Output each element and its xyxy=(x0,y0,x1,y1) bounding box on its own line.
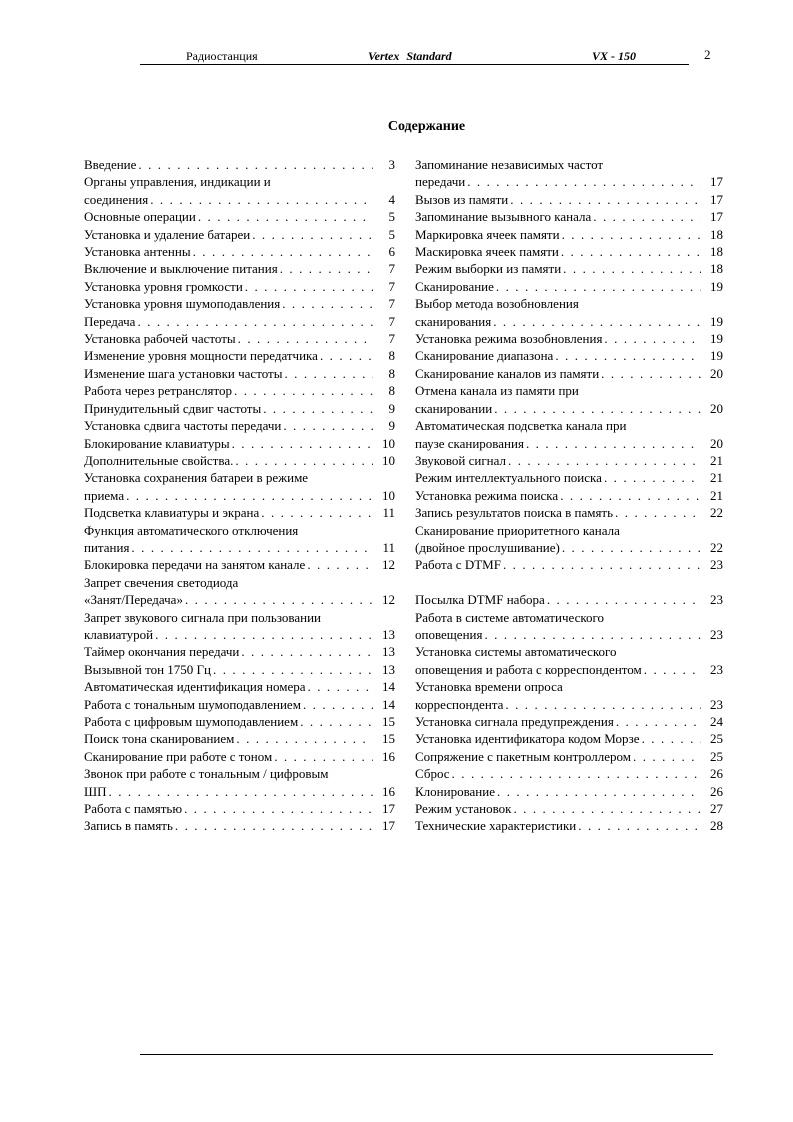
dot-leader xyxy=(230,435,373,452)
dot-leader xyxy=(613,504,701,521)
toc-page-number: 4 xyxy=(388,191,395,207)
toc-page-number: 7 xyxy=(388,278,395,294)
dot-leader xyxy=(591,208,701,225)
toc-entry[interactable] xyxy=(415,243,723,260)
toc-page-number: 7 xyxy=(388,331,395,347)
toc-page-number: 16 xyxy=(382,748,395,764)
dot-leader xyxy=(211,661,373,678)
toc-page-number: 21 xyxy=(710,452,723,468)
toc-entry[interactable] xyxy=(84,208,395,225)
toc-entry-text: Передача xyxy=(84,313,136,329)
toc-left-column xyxy=(84,156,395,835)
toc-entry-text: Режим выборки из памяти xyxy=(415,261,562,277)
toc-page-number: 20 xyxy=(710,435,723,451)
toc-page-number: 9 xyxy=(388,400,395,416)
dot-leader xyxy=(301,696,373,713)
toc-entry-text: Режим интеллектуального поиска xyxy=(415,470,602,486)
toc-entry-text: паузе сканирования xyxy=(415,435,524,451)
toc-entry[interactable] xyxy=(84,469,395,504)
header-model: VX - 150 xyxy=(592,49,637,63)
toc-entry-text: корреспондента xyxy=(415,696,504,712)
toc-entry-text: Работа с памятью xyxy=(84,801,183,817)
toc-entry[interactable] xyxy=(415,713,723,730)
toc-page-number: 19 xyxy=(710,313,723,329)
dot-leader xyxy=(450,765,701,782)
toc-page-number: 13 xyxy=(382,626,395,642)
dot-leader xyxy=(494,278,701,295)
toc-entry-text: Сопряжение с пакетным контроллером xyxy=(415,748,631,764)
toc-page-number: 23 xyxy=(710,557,723,573)
toc-entry[interactable] xyxy=(84,243,395,260)
toc-entry[interactable] xyxy=(84,260,395,277)
toc-entry[interactable] xyxy=(415,522,723,557)
toc-entry-text: Сканирование xyxy=(415,278,494,294)
toc-entry-text: Звуковой сигнал xyxy=(415,452,507,468)
toc-entry-text: Установка режима возобновления xyxy=(415,331,603,347)
toc-page-number: 23 xyxy=(710,661,723,677)
toc-entry[interactable] xyxy=(415,191,723,208)
toc-entry-text: Подсветка клавиатуры и экрана xyxy=(84,505,260,521)
toc-entry[interactable] xyxy=(84,817,395,834)
dot-leader xyxy=(508,191,701,208)
toc-entry[interactable] xyxy=(415,504,723,521)
dot-leader xyxy=(545,591,701,608)
toc-page-number: 17 xyxy=(382,801,395,817)
toc-entry[interactable] xyxy=(84,800,395,817)
toc-entry[interactable] xyxy=(84,522,395,557)
toc-page-number: 25 xyxy=(710,748,723,764)
toc-page-number: 17 xyxy=(710,174,723,190)
toc-page-number: 15 xyxy=(382,731,395,747)
toc-entry-text: Запоминание вызывного канала xyxy=(415,209,592,225)
dot-leader xyxy=(233,452,373,469)
toc-entry[interactable] xyxy=(84,556,395,573)
dot-leader xyxy=(501,556,701,573)
toc-page-number: 5 xyxy=(388,209,395,225)
toc-page-number: 13 xyxy=(382,644,395,660)
dot-leader xyxy=(506,452,701,469)
toc-entry-text: приема xyxy=(84,487,125,503)
toc-entry[interactable] xyxy=(415,226,723,243)
dot-leader xyxy=(305,556,373,573)
dot-leader xyxy=(261,400,373,417)
dot-leader xyxy=(250,226,373,243)
toc-page-number: 8 xyxy=(388,348,395,364)
toc-entry[interactable] xyxy=(415,330,723,347)
toc-entry[interactable] xyxy=(84,226,395,243)
toc-page-number: 14 xyxy=(382,696,395,712)
toc-entry-text: Установка антенны xyxy=(84,244,191,260)
toc-entry[interactable] xyxy=(415,260,723,277)
dot-leader xyxy=(259,504,373,521)
toc-page-number: 10 xyxy=(382,435,395,451)
toc-entry[interactable] xyxy=(84,504,395,521)
toc-entry-text: Изменение уровня мощности передатчика xyxy=(84,348,318,364)
toc-entry[interactable] xyxy=(84,678,395,695)
toc-entry-text: Вызывной тон 1750 Гц xyxy=(84,661,212,677)
toc-entry[interactable] xyxy=(415,748,723,765)
toc-entry-text: Сканирование диапазона xyxy=(415,348,554,364)
toc-page-number: 13 xyxy=(382,661,395,677)
toc-page-number: 22 xyxy=(710,539,723,555)
toc-page-number: 7 xyxy=(388,313,395,329)
toc-entry-text: Маркировка ячеек памяти xyxy=(415,226,560,242)
toc-entry-text: Запоминание независимых частот xyxy=(415,157,604,172)
toc-entry-text: Автоматическая подсветка канала при xyxy=(415,418,627,434)
toc-page-number: 20 xyxy=(710,400,723,416)
dot-leader xyxy=(614,713,701,730)
toc-entry[interactable] xyxy=(84,417,395,434)
dot-leader xyxy=(559,243,701,260)
toc-spacer xyxy=(415,574,723,591)
toc-entry-text: Работа с цифровым шумоподавлением xyxy=(84,714,299,729)
toc-entry-text: Запись в память xyxy=(84,818,173,834)
dot-leader xyxy=(243,278,373,295)
toc-page-number: 10 xyxy=(382,452,395,468)
toc-page-number: 23 xyxy=(710,626,723,642)
dot-leader xyxy=(631,748,701,765)
toc-entry[interactable] xyxy=(84,330,395,347)
dot-leader xyxy=(560,539,701,556)
dot-leader xyxy=(183,591,373,608)
toc-entry-text: Технические характеристики xyxy=(415,818,577,834)
toc-entry[interactable] xyxy=(415,417,723,452)
toc-page-number: 27 xyxy=(710,801,723,817)
toc-page-number: 18 xyxy=(710,244,723,260)
toc-entry-text: Работа с тональным шумоподавлением xyxy=(84,696,301,712)
toc-entry-text: Установка рабочей частоты xyxy=(84,331,236,347)
toc-page-number: 12 xyxy=(382,592,395,608)
toc-entry[interactable] xyxy=(84,400,395,417)
toc-entry[interactable] xyxy=(84,452,395,469)
dot-leader xyxy=(236,330,373,347)
toc-entry[interactable] xyxy=(415,556,723,573)
toc-entry[interactable] xyxy=(415,487,723,504)
toc-entry[interactable] xyxy=(84,347,395,364)
toc-entry[interactable] xyxy=(415,278,723,295)
header-left-text: Радиостанция xyxy=(186,49,258,63)
toc-page-number: 22 xyxy=(710,505,723,521)
toc-entry[interactable] xyxy=(84,713,395,730)
dot-leader xyxy=(298,713,373,730)
toc-entry-text: Поиск тона сканированием xyxy=(84,731,235,747)
toc-entry-text: Функция автоматического отключения xyxy=(84,522,299,538)
toc-page-number: 23 xyxy=(710,696,723,712)
toc-entry[interactable] xyxy=(415,730,723,747)
toc-entry-text: Установка сдвига частоты передачи xyxy=(84,418,282,434)
toc-entry-text: Основные операции xyxy=(84,209,196,225)
header-divider xyxy=(140,64,689,65)
toc-entry-text: оповещения xyxy=(415,626,483,642)
dot-leader xyxy=(173,817,373,834)
dot-leader xyxy=(306,678,373,695)
toc-page-number: 19 xyxy=(710,278,723,294)
toc-page-number: 21 xyxy=(710,470,723,486)
toc-page-number: 11 xyxy=(382,505,395,521)
toc-entry-text: питания xyxy=(84,539,130,555)
toc-page-number: 19 xyxy=(710,331,723,347)
toc-entry-text: Установка и удаление батареи xyxy=(84,226,251,242)
toc-entry[interactable] xyxy=(84,661,395,678)
toc-page-number: 17 xyxy=(710,191,723,207)
dot-leader xyxy=(124,487,373,504)
dot-leader xyxy=(524,435,701,452)
toc-entry-text: Блокировка передачи на занятом канале xyxy=(84,557,306,573)
toc-entry[interactable] xyxy=(84,278,395,295)
toc-entry[interactable] xyxy=(84,696,395,713)
dot-leader xyxy=(560,226,701,243)
dot-leader xyxy=(232,382,373,399)
toc-entry-text: Запрет свечения светодиода xyxy=(84,574,239,590)
toc-entry[interactable] xyxy=(84,574,395,609)
dot-leader xyxy=(136,156,373,173)
dot-leader xyxy=(511,800,701,817)
toc-entry[interactable] xyxy=(415,591,723,608)
toc-entry-text: Маскировка ячеек памяти xyxy=(415,244,559,260)
toc-entry[interactable] xyxy=(415,817,723,834)
page-header xyxy=(140,47,689,65)
toc-entry-text: оповещения и работа с корреспондентом xyxy=(415,661,642,677)
toc-entry-text: Вызов из памяти xyxy=(415,191,509,207)
toc-entry-text: Введение xyxy=(84,157,137,172)
toc-entry[interactable] xyxy=(84,295,395,312)
toc-entry[interactable] xyxy=(84,609,395,644)
toc-entry-text: Выбор метода возобновления xyxy=(415,296,579,312)
toc-page-number: 9 xyxy=(388,418,395,434)
dot-leader xyxy=(234,730,373,747)
dot-leader xyxy=(482,626,701,643)
toc-entry-text: (двойное прослушивание) xyxy=(415,539,560,555)
toc-entry[interactable] xyxy=(84,173,395,208)
dot-leader xyxy=(642,661,701,678)
toc-page-number: 6 xyxy=(388,244,395,260)
toc-entry-text: Сканирование каналов из памяти xyxy=(415,365,600,381)
toc-page-number: 5 xyxy=(388,226,395,242)
dot-leader xyxy=(191,243,373,260)
dot-leader xyxy=(602,469,701,486)
dot-leader xyxy=(318,347,373,364)
toc-entry-text: сканирования xyxy=(415,313,492,329)
dot-leader xyxy=(599,365,701,382)
toc-entry-text: Включение и выключение питания xyxy=(84,261,278,277)
dot-leader xyxy=(182,800,373,817)
toc-entry-text: Установка времени опроса xyxy=(415,679,563,695)
dot-leader xyxy=(148,191,373,208)
toc-entry-text: Сканирование приоритетного канала xyxy=(415,522,620,538)
dot-leader xyxy=(280,295,373,312)
toc-entry[interactable] xyxy=(415,156,723,191)
dot-leader xyxy=(272,748,373,765)
toc-entry-text: Сброс xyxy=(415,766,450,782)
dot-leader xyxy=(602,330,701,347)
toc-entry-text: Звонок при работе с тональным / цифровым xyxy=(84,766,329,782)
toc-entry-text: Запрет звукового сигнала при пользовании xyxy=(84,609,322,625)
toc-entry-text: Установка сигнала предупреждения xyxy=(415,713,614,729)
toc-entry-text: Таймер окончания передачи xyxy=(84,644,240,660)
dot-leader xyxy=(282,365,373,382)
dot-leader xyxy=(135,313,373,330)
toc-entry-text: Отмена канала из памяти при xyxy=(415,383,579,399)
toc-entry[interactable] xyxy=(415,347,723,364)
toc-entry[interactable] xyxy=(415,800,723,817)
toc-entry-text: Автоматическая идентификация номера xyxy=(84,679,306,695)
toc-entry-text: клавиатурой xyxy=(84,626,154,642)
toc-entry-text: Установка режима поиска xyxy=(415,487,559,503)
toc-entry[interactable] xyxy=(415,452,723,469)
toc-entry-text: Запись результатов поиска в память xyxy=(415,505,614,521)
toc-entry[interactable] xyxy=(415,295,723,330)
header-brand: Vertex Standard xyxy=(368,49,452,63)
dot-leader xyxy=(503,696,701,713)
toc-entry[interactable] xyxy=(415,382,723,417)
toc-entry-text: Клонирование xyxy=(415,783,495,799)
toc-right-column xyxy=(415,156,723,835)
toc-entry[interactable] xyxy=(415,365,723,382)
toc-entry[interactable] xyxy=(415,765,723,782)
dot-leader xyxy=(465,173,701,190)
toc-entry-text: Работа через ретранслятор xyxy=(84,383,233,399)
dot-leader xyxy=(558,487,701,504)
dot-leader xyxy=(553,347,701,364)
dot-leader xyxy=(153,626,373,643)
dot-leader xyxy=(196,208,373,225)
toc-page-number: 23 xyxy=(710,592,723,608)
toc-entry-text: ШП xyxy=(84,783,107,799)
toc-title: Содержание xyxy=(387,119,466,134)
toc-page-number: 7 xyxy=(388,296,395,312)
toc-page-number: 14 xyxy=(382,679,395,695)
toc-page-number: 18 xyxy=(710,261,723,277)
toc-entry-text: сканировании xyxy=(415,400,493,416)
toc-entry-text: передачи xyxy=(415,174,466,190)
toc-page-number: 25 xyxy=(710,731,723,747)
toc-entry-text: Блокирование клавиатуры xyxy=(84,435,230,451)
toc-entry-text: соединения xyxy=(84,191,149,207)
toc-entry[interactable] xyxy=(84,382,395,399)
toc-entry-text: Работа с DTMF xyxy=(415,557,501,573)
toc-entry-text: Установка уровня громкости xyxy=(84,278,243,294)
toc-entry[interactable] xyxy=(84,730,395,747)
toc-page-number: 20 xyxy=(710,365,723,381)
toc-entry[interactable] xyxy=(415,208,723,225)
toc-page-number: 16 xyxy=(382,783,395,799)
toc-entry[interactable] xyxy=(84,365,395,382)
dot-leader xyxy=(561,260,701,277)
toc-page-number: 15 xyxy=(382,714,395,729)
toc-page-number: 24 xyxy=(710,713,723,729)
toc-page-number: 26 xyxy=(710,766,723,782)
toc-page-number: 17 xyxy=(710,209,723,225)
toc-entry-text: Установка уровня шумоподавления xyxy=(84,296,281,312)
toc-page-number: 8 xyxy=(388,365,395,381)
toc-entry[interactable] xyxy=(415,469,723,486)
toc-entry-text: «Занят/Передача» xyxy=(84,592,183,608)
toc-entry-text: Работа в системе автоматического xyxy=(415,609,605,625)
toc-page-number: 19 xyxy=(710,348,723,364)
toc-entry[interactable] xyxy=(415,783,723,800)
toc-entry[interactable] xyxy=(415,678,723,713)
toc-entry[interactable] xyxy=(84,643,395,660)
dot-leader xyxy=(640,730,701,747)
toc-entry[interactable] xyxy=(84,313,395,330)
toc-entry-text: Сканирование при работе с тоном xyxy=(84,748,273,764)
dot-leader xyxy=(492,400,701,417)
dot-leader xyxy=(278,260,373,277)
toc-page-number: 18 xyxy=(710,226,723,242)
toc-entry[interactable] xyxy=(84,765,395,800)
toc-page-number: 11 xyxy=(382,539,395,555)
dot-leader xyxy=(129,539,373,556)
toc-page-number: 12 xyxy=(382,557,395,573)
dot-leader xyxy=(107,783,373,800)
toc-entry-text: Посылка DTMF набора xyxy=(415,592,545,608)
toc-entry[interactable] xyxy=(415,643,723,678)
toc-page-number: 3 xyxy=(388,157,395,172)
toc-page-number: 26 xyxy=(710,783,723,799)
toc-entry[interactable] xyxy=(415,609,723,644)
toc-page-number: 17 xyxy=(382,818,395,834)
toc-entry[interactable] xyxy=(84,748,395,765)
toc-entry-text: Дополнительные свойства. xyxy=(84,452,234,468)
dot-leader xyxy=(491,313,701,330)
footer-divider xyxy=(140,1054,713,1055)
dot-leader xyxy=(495,783,701,800)
toc-page-number: 10 xyxy=(382,487,395,503)
dot-leader xyxy=(239,643,373,660)
toc-entry-text: Органы управления, индикации и xyxy=(84,174,271,190)
toc-page-number: 8 xyxy=(388,383,395,399)
toc-entry-text: Установка сохранения батареи в режиме xyxy=(84,470,309,486)
dot-leader xyxy=(576,817,701,834)
toc-entry-text: Изменение шага установки частоты xyxy=(84,365,283,381)
toc-entry-text: Принудительный сдвиг частоты xyxy=(84,400,262,416)
toc-entry-text: Установка системы автоматического xyxy=(415,644,617,660)
toc-page-number: 7 xyxy=(388,261,395,277)
toc-page-number: 21 xyxy=(710,487,723,503)
toc-entry[interactable] xyxy=(84,435,395,452)
toc-entry-text: Режим установок xyxy=(415,801,512,817)
dot-leader xyxy=(281,417,373,434)
toc-entry-text: Установка идентификатора кодом Морзе xyxy=(415,731,640,747)
toc-page-number: 28 xyxy=(710,818,723,834)
toc-entry[interactable] xyxy=(84,156,395,173)
page-number: 2 xyxy=(704,47,711,62)
